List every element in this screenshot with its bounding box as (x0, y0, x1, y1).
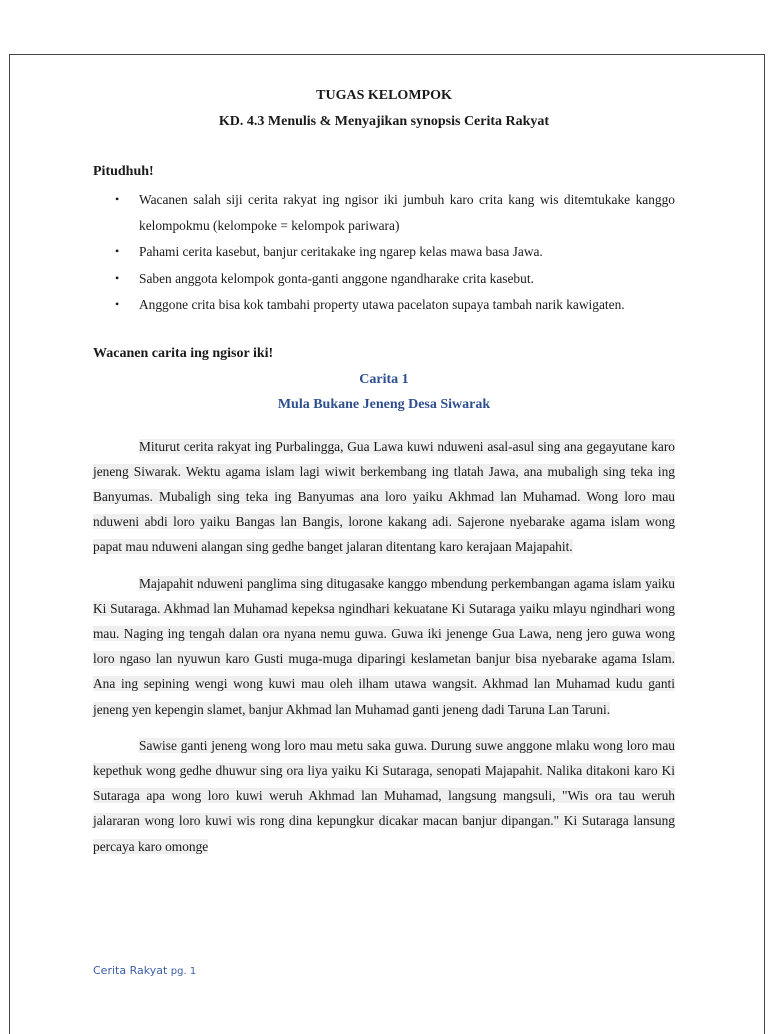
document-title: TUGAS KELOMPOK (316, 88, 452, 103)
footer-label: Cerita Rakyat (93, 964, 168, 977)
story-paragraph-text: Sawise ganti jeneng wong loro mau metu saka guwa. Durung suwe anggone mlaku wong loro mau kepethuk wong gedhe dhuwur sing ora liya yaiku Ki Sutaraga, senopati Majapahit. Nalika ditakoni karo Ki Sutaraga apa wong loro kuwi weruh Akhmad lan Muhamad, langsung mangsuli, "Wis ora tau weruh jalararan wong loro kuwi wis rong dina kepungkur dicakar macan banjur dipangan." Ki Sutaraga lansung percaya karo omonge (93, 737, 675, 854)
list-item (93, 187, 675, 238)
document-subtitle: KD. 4.3 Menulis & Menyajikan synopsis Cerita Rakyat (218, 114, 550, 129)
bullet-icon: • (115, 244, 120, 258)
page-footer (93, 964, 196, 977)
story-paragraph (93, 434, 675, 560)
reading-label: Wacanen carita ing ngisor iki! (93, 345, 274, 361)
list-item (93, 266, 675, 292)
list-item-text: Anggone crita bisa kok tambahi property utawa pacelaton supaya tambah narik kawigaten. (139, 297, 625, 312)
bullet-icon: • (115, 192, 120, 206)
document-body (93, 86, 675, 859)
bullet-icon: • (115, 297, 120, 311)
instructions-list (93, 187, 675, 318)
list-item (93, 239, 675, 265)
instructions-label: Pitudhuh! (93, 164, 154, 179)
story-paragraph-text: Majapahit nduweni panglima sing ditugasake kanggo mbendung perkembangan agama islam yaiku Ki Sutaraga. Akhmad lan Muhamad kepeksa ngindhari kekuatane Ki Sutaraga yaiku mlayu ngindhari wong mau. Naging ing tengah dalan ora nyana nemu guwa. Guwa iki jenenge Gua Lawa, neng jero guwa wong loro ngaso lan nyuwun karo Gusti muga-muga diparingi keslametan banjur bisa nyebarake agama Islam. Ana ing sepining wengi wong kuwi mau oleh ilham utawa wangsit. Akhmad lan Muhamad kudu ganti jeneng yen kepengin slamet, banjur Akhmad lan Muhamad ganti jeneng dadi Taruna Lan Taruni. (93, 575, 675, 717)
list-item-text: Pahami cerita kasebut, banjur ceritakake ing ngarep kelas mawa basa Jawa. (139, 244, 543, 259)
story-paragraph (93, 733, 675, 859)
story-paragraph-text: Miturut cerita rakyat ing Purbalingga, Gua Lawa kuwi nduweni asal-asul sing ana gegayutane karo jeneng Siwarak. Wektu agama islam lagi wiwit berkembang ing tlatah Jawa, ana mubaligh sing teka ing Banyumas. Mubaligh sing teka ing Banyumas ana loro yaiku Akhmad lan Muhamad. Wong loro mau nduweni abdi loro yaiku Bangas lan Bangis, lorone kakang adi. Sajerone nyebarake agama islam wong papat mau nduweni alangan sing gedhe banget jalaran ditentang karo kerajaan Majapahit. (93, 438, 675, 555)
list-item-text: Wacanen salah siji cerita rakyat ing ngisor iki jumbuh karo crita kang wis ditemtukake kanggo kelompokmu (kelompoke = kelompok pariwara) (139, 192, 675, 233)
page-number: pg. 1 (170, 966, 197, 977)
list-item-text: Saben anggota kelompok gonta-ganti anggone ngandharake crita kasebut. (139, 270, 534, 286)
story-paragraph (93, 571, 675, 722)
bullet-icon: • (115, 270, 120, 285)
story-title: Mula Bukane Jeneng Desa Siwarak (277, 396, 491, 412)
story-number: Carita 1 (359, 371, 409, 387)
list-item (93, 292, 675, 318)
